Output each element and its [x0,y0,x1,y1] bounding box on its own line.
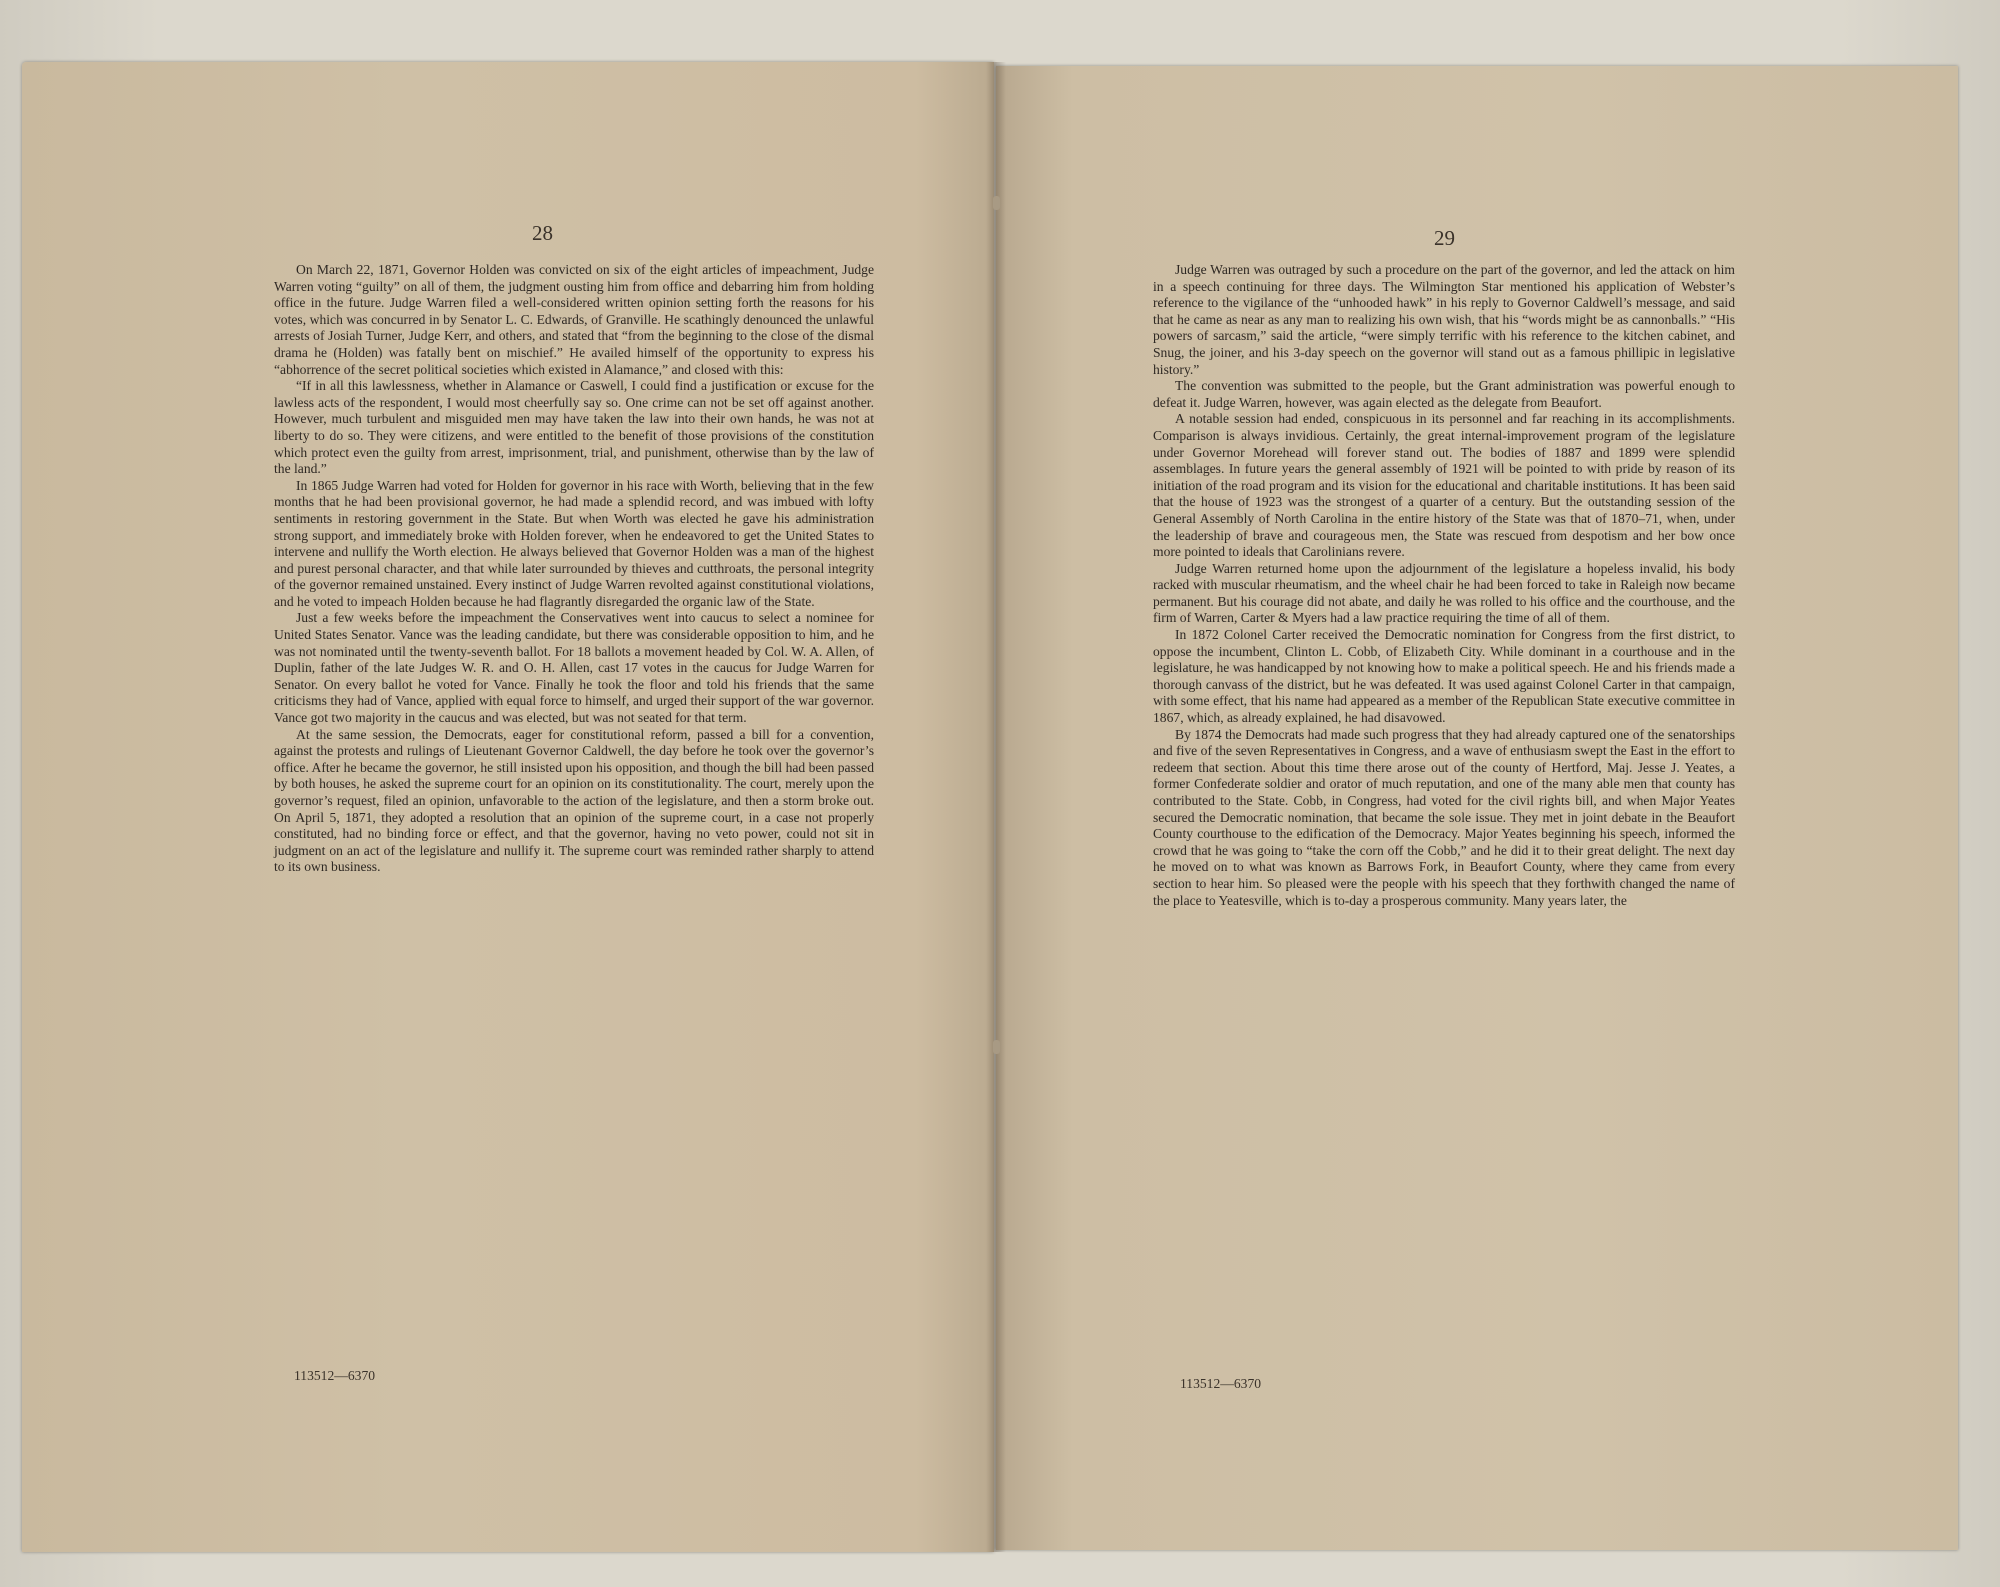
left-page-body [274,262,874,876]
paragraph: By 1874 the Democrats had made such progress that they had already captured one of the senatorships and five of the seven Representatives in Congress, and a wave of enthusiasm swept the East in the effort to redeem that section. About this time there arose out of the county of Hertford, Maj. Jesse J. Yeates, a former Confederate soldier and orator of much reputation, and one of the many able men that county has contributed to the State. Cobb, in Congress, had voted for the civil rights bill, and when Major Yeates secured the Democratic nomination, that became the sole issue. They met in joint debate in the Beaufort County courthouse to the edification of the Democracy. Major Yeates beginning his speech, informed the crowd that he was going to “take the corn off the Cobb,” and he did it to their great delight. The next day he moved on to what was known as Barrows Fork, in Beaufort County, where they came from every section to hear him. So pleased were the people with his speech that they forthwith changed the name of the place to Yeatesville, which is to-day a prosperous community. Many years later, the [1153,726,1735,908]
left-page [22,62,994,1552]
paragraph: In 1865 Judge Warren had voted for Holden for governor in his race with Worth, believing that in the few months that he had been provisional governor, he had made a splendid record, and was imbued with lofty sentiments in restoring government in the State. But when Worth was elected he gave his administration strong support, and immediately broke with Holden forever, when he endeavored to get the United States to intervene and nullify the Worth election. He always believed that Governor Holden was a man of the highest and purest personal character, and that while later surrounded by thieves and cutthroats, the personal integrity of the governor remained unstained. Every instinct of Judge Warren revolted against constitutional violations, and he voted to impeach Holden because he had flagrantly disregarded the organic law of the State. [274,477,874,609]
page-number: 28 [532,221,553,245]
paragraph: In 1872 Colonel Carter received the Democratic nomination for Congress from the first district, to oppose the incumbent, Clinton L. Cobb, of Elizabeth City. While dominant in a courthouse and in the legislature, he was handicapped by not knowing how to make a political speech. He and his friends made a thorough canvass of the district, but he was defeated. It was used against Colonel Carter in that campaign, with some effect, that his name had appeared as a member of the Republican State executive committee in 1867, which, as already explained, he had disavowed. [1153,627,1735,726]
binding-hole [993,1040,1000,1054]
paragraph: At the same session, the Democrats, eager for constitutional reform, passed a bill for a convention, against the protests and rulings of Lieutenant Governor Caldwell, the day before he took over the governor’s office. After he became the governor, he still insisted upon his opposition, and though the bill had been passed by both houses, he asked the supreme court for an opinion on its constitutionality. The court, merely upon the governor’s request, filed an opinion, unfavorable to the action of the legislature, and then a storm broke out. On April 5, 1871, they adopted a resolution that an opinion of the supreme court, in a case not properly constituted, had no binding force or effect, and that the governor, having no veto power, could not sit in judgment on an act of the legislature and nullify it. The supreme court was reminded rather sharply to attend to its own business. [274,726,874,875]
paragraph: Just a few weeks before the impeachment the Conservatives went into caucus to select a nominee for United States Senator. Vance was the leading candidate, but there was considerable opposition to him, and he was not nominated until the twenty-seventh ballot. For 18 ballots a movement headed by Col. W. A. Allen, of Duplin, father of the late Judges W. R. and O. H. Allen, cast 17 votes in the caucus for Judge Warren for Senator. On every ballot he voted for Vance. Finally he took the floor and told his friends that the same criticisms they had of Vance, applied with equal force to himself, and urged their support of the war governor. Vance got two majority in the caucus and was elected, but was not seated for that term. [274,610,874,726]
paragraph: Judge Warren was outraged by such a procedure on the part of the governor, and led the attack on him in a speech continuing for three days. The Wilmington Star mentioned his application of Webster’s reference to the vigilance of the “unhooded hawk” in his reply to Governor Caldwell’s message, and said that he came as near as any man to realizing his own wish, that his “words might be as cannonballs.” “His powers of sarcasm,” said the article, “were simply terrific with his reference to the kitchen cabinet, and Snug, the joiner, and his 3-day speech on the governor will stand out as a famous phillipic in legislative history.” [1153,262,1735,377]
right-page-body [1153,262,1735,909]
paragraph: “If in all this lawlessness, whether in Alamance or Caswell, I could find a justification or excuse for the lawless acts of the respondent, I would most cheerfully say so. One crime can not be set off against another. However, much turbulent and misguided men may have taken the law into their own hands, he was not at liberty to do so. They were citizens, and were entitled to the benefit of those provisions of the constitution which protect even the guilty from arrest, imprisonment, trial, and punishment, otherwise than by the law of the land.” [274,378,874,477]
print-job-code: 113512—6370 [1180,1376,1262,1391]
paragraph: On March 22, 1871, Governor Holden was convicted on six of the eight articles of impeachment, Judge Warren voting “guilty” on all of them, the judgment ousting him from office and debarring him from holding office in the future. Judge Warren filed a well-considered written opinion setting forth the reasons for his votes, which was concurred in by Senator L. C. Edwards, of Granville. He scathingly denounced the unlawful arrests of Josiah Turner, Judge Kerr, and others, and stated that “from the beginning to the close of the dismal drama he (Holden) was fatally bent on mischief.” He availed himself of the opportunity to express his “abhorrence of the secret political societies which existed in Alamance,” and closed with this: [274,262,874,377]
page-number: 29 [1434,226,1455,250]
paragraph: Judge Warren returned home upon the adjournment of the legislature a hopeless invalid, his body racked with muscular rheumatism, and the wheel chair he had been forced to take in Raleigh now became permanent. But his courage did not abate, and daily he was rolled to his office and the courthouse, and the firm of Warren, Carter & Myers had a law practice requiring the time of all of them. [1153,560,1735,626]
paragraph: The convention was submitted to the people, but the Grant administration was powerful enough to defeat it. Judge Warren, however, was again elected as the delegate from Beaufort. [1153,378,1735,410]
right-page [996,66,1958,1550]
paragraph: A notable session had ended, conspicuous in its personnel and far reaching in its accomplishments. Comparison is always invidious. Certainly, the great internal-improvement program of the legislature under Governor Morehead will forever stand out. The bodies of 1887 and 1899 were splendid assemblages. In future years the general assembly of 1921 will be pointed to with pride by reason of its initiation of the road program and its vision for the educational and charitable institutions. It has been said that the house of 1923 was the strongest of a quarter of a century. But the outstanding session of the General Assembly of North Carolina in the entire history of the State was that of 1870–71, when, under the leadership of brave and courageous men, the State was rescued from despotism and her bow once more pointed to ideals that Carolinians revere. [1153,411,1735,560]
print-job-code: 113512—6370 [294,1368,376,1383]
binding-hole [993,196,1000,210]
book-gutter [986,62,1006,1552]
